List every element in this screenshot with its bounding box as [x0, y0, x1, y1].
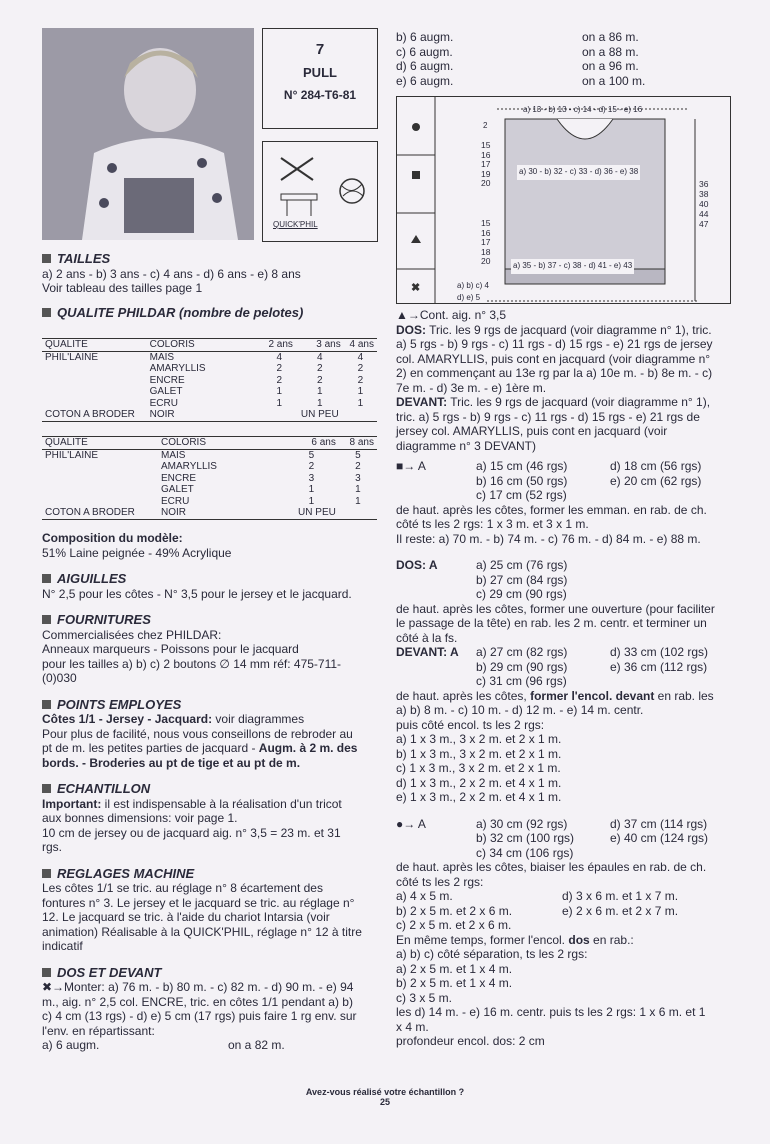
table-header: 2 ans	[268, 339, 293, 350]
dos-devant-heading: DOS ET DEVANT	[42, 966, 378, 981]
yarn-table-large-sizes	[42, 436, 377, 520]
text-line: b) 2 x 5 m. et 1 x 4 m.	[396, 976, 513, 990]
text-line: indicatif	[42, 939, 83, 953]
text-line: Anneaux marqueurs - Poissons pour le jacquard	[42, 642, 299, 656]
marker-label: DOS: A	[396, 558, 438, 572]
text-line: le passage de la tête) en rab. les 2 m. centr. et terminer un	[396, 616, 707, 630]
text-line: Pour plus de facilité, nous vous conseillons de rebroder au	[42, 726, 353, 741]
text-line: a) b) 8 m. - c) 10 m. - d) 12 m. - e) 14 m. centr.	[396, 703, 644, 717]
aiguilles-text: N° 2,5 pour les côtes - N° 3,5 pour le jersey et le jacquard.	[42, 586, 352, 601]
text-line: diagramme n° 3 DEVANT)	[396, 438, 536, 453]
text-line: a) 1 x 3 m., 3 x 2 m. et 2 x 1 m.	[396, 732, 562, 746]
text-line: d) 1 x 3 m., 2 x 2 m. et 4 x 1 m.	[396, 775, 562, 790]
text-line: a) 2 x 5 m. et 1 x 4 m.	[396, 961, 513, 976]
text-line: e) 1 x 3 m., 2 x 2 m. et 4 x 1 m.	[396, 790, 562, 804]
page-number: 25	[379, 1097, 390, 1107]
dos-measures: DOS: A a) 25 cm (76 rgs) b) 27 cm (84 rgs) c) 29 cm (90 rgs)	[396, 558, 568, 601]
quickphil-label: QUICK'PHIL	[273, 220, 318, 229]
table-row: COTON A BRODER NOIR UN PEU	[42, 409, 377, 421]
right-column	[396, 308, 730, 1049]
text-line: e) 6 augm. on a 100 m.	[396, 73, 646, 88]
table-row: PHIL'LAINE MAIS 5 5	[45, 449, 361, 461]
tailles-note: Voir tableau des tailles page 1	[42, 281, 203, 295]
text-line: 7e m. - d) 3e m. - e) 1ère m.	[396, 380, 547, 395]
text-line: c) 4 cm (13 rgs) - d) e) 5 cm (17 rgs) puis faire 1 rg env. sur	[42, 1009, 357, 1023]
marker-label: ●→ A	[396, 816, 426, 831]
points-heading: POINTS EMPLOYES	[42, 698, 378, 713]
text-line: 12. Le jacquard se tric. à l'aide du chariot Intarsia (voir	[42, 910, 330, 924]
left-column-lower	[42, 531, 378, 1053]
page-footer	[0, 1087, 770, 1107]
aiguilles-heading: AIGUILLES	[42, 572, 378, 587]
tailles-heading: TAILLES	[42, 252, 378, 267]
yarn-table-small-sizes	[42, 338, 377, 422]
text-line: col. AMARYLLIS, puis cont en jacquard (voir diagramme n°	[396, 351, 711, 366]
text-line: x 4 m.	[396, 1019, 429, 1034]
text-line: de haut. après les côtes, former l'encol. devant en rab. les	[396, 688, 714, 703]
text-line: En même temps, former l'encol. dos en rab.:	[396, 932, 634, 947]
diagram-bottom-width: a) 35 - b) 37 - c) 38 - d) 41 - e) 43	[511, 259, 634, 274]
left-column	[42, 252, 378, 320]
devant-measures: DEVANT: A a) 27 cm (82 rgs) b) 29 cm (90 rgs) c) 31 cm (96 rgs) d) 33 cm (102 rgs) e) 36 cm (112 rgs)	[396, 645, 709, 688]
text-line: b) 6 augm. on a 86 m.	[396, 30, 639, 44]
text-line: profondeur encol. dos: 2 cm	[396, 1034, 545, 1048]
marker-label: ■→ A	[396, 459, 426, 473]
diagram-label: 2	[483, 121, 488, 130]
shoulder-measures: a) 4 x 5 m. b) 2 x 5 m. et 2 x 6 m. c) 2 x 5 m. et 2 x 6 m. d) 3 x 6 m. et 1 x 7 m. e) 2 x 6 m. et 2 x 7 m.	[396, 889, 679, 932]
table-header: 3 ans	[316, 339, 341, 350]
footer-question: Avez-vous réalisé votre échantillon ?	[305, 1087, 465, 1097]
text-line: aux bonnes dimensions: voir page 1.	[42, 811, 238, 825]
text-line: DEVANT: Tric. les 9 rgs de jacquard (voir diagramme n° 1),	[396, 395, 711, 409]
text-line: c) 6 augm. on a 88 m.	[396, 44, 639, 59]
text-line: pt de m. les petites parties de jacquard - Augm. à 2 m. des	[42, 741, 358, 755]
text-line: puis côté encol. ts les 2 rgs:	[396, 717, 545, 732]
text-line: 2) en commençant au 13e rg par la a) 10e m. - b) 8e m. - c)	[396, 366, 713, 380]
knitting-needles-icon	[277, 154, 317, 184]
text-line: les d) 14 m. - e) 16 m. centr. puis ts les 2 rgs: 1 x 6 m. et 1	[396, 1005, 706, 1019]
tools-box	[262, 141, 378, 242]
pattern-title-box	[262, 28, 378, 129]
text-line: DOS: Tric. les 9 rgs de jacquard (voir diagramme n° 1), tric.	[396, 322, 712, 337]
pattern-ref: N° 284-T6-81	[283, 88, 357, 102]
reglages-heading: REGLAGES MACHINE	[42, 867, 378, 882]
text-line: l'env. en répartissant:	[42, 1023, 155, 1038]
table-row: AMARYLLIS 2 2	[161, 461, 361, 472]
text-line: animation) Réalisable à la QUICK'PHIL, réglage n° 12 à titre	[42, 924, 362, 939]
svg-text:✖: ✖	[411, 282, 421, 294]
text-line: côté ts les 2 rgs:	[396, 874, 484, 889]
qualite-heading: QUALITE PHILDAR (nombre de pelotes)	[42, 306, 378, 321]
table-row: ECRU 1 1 1	[149, 397, 364, 409]
diagram-rib-de: d) e) 5	[457, 293, 481, 302]
pattern-type: PULL	[303, 64, 337, 80]
table-row: ENCRE 2 2 2	[149, 374, 364, 386]
text-line: c) 3 x 5 m.	[396, 990, 453, 1005]
text-line: a) 5 rgs - b) 9 rgs - c) 11 rgs - d) 15 rgs - e) 21 rgs de jersey	[396, 337, 713, 351]
table-header: 4 ans	[349, 339, 374, 350]
text-line: côté à la fs.	[396, 630, 458, 645]
text-line: m., aig. n° 2,5 col. ENCRE, tric. en côtes 1/1 pendant a) b)	[42, 994, 353, 1009]
circle-measures: ●→ A a) 30 cm (92 rgs) b) 32 cm (100 rgs) c) 34 cm (106 rgs) d) 37 cm (114 rgs) e) 40 cm (124 rgs)	[396, 816, 709, 860]
text-line: de haut. après les côtes, former les emman. en rab. de ch.	[396, 502, 707, 517]
text-line: Côtes 1/1 - Jersey - Jacquard: voir diagrammes	[42, 712, 305, 726]
table-row: GALET 1 1	[161, 484, 361, 495]
text-line: de haut. après les côtes, former une ouverture (pour faciliter	[396, 601, 715, 616]
text-line: tric. a) 5 rgs - b) 9 rgs - c) 11 rgs - d) 15 rgs - e) 21 rgs de	[396, 409, 700, 424]
table-row: PHIL'LAINE MAIS 4 4 4	[45, 351, 364, 363]
text-line: fontures n° 3. Le jersey et le jacquard se tric. au réglage n°	[42, 895, 355, 910]
tailles-sizes: a) 2 ans - b) 3 ans - c) 4 ans - d) 6 ans - e) 8 ans	[42, 266, 301, 281]
text-line: Important: il est indispensable à la réalisation d'un tricot	[42, 796, 342, 811]
marker-label: DEVANT: A	[396, 645, 459, 659]
table-row: ENCRE 3 3	[161, 472, 361, 484]
child-photo	[42, 28, 254, 240]
text-line: Commercialisées chez PHILDAR:	[42, 627, 222, 642]
echantillon-heading: ECHANTILLON	[42, 782, 378, 797]
text-line: pour les tailles a) b) c) 2 boutons ∅ 14 mm réf: 475-711-	[42, 656, 342, 671]
table-row: GALET 1 1 1	[149, 386, 364, 397]
text-line: c) 1 x 3 m., 3 x 2 m. et 2 x 1 m.	[396, 761, 561, 775]
text-line: (0)030	[42, 671, 77, 685]
text-line: a) 6 augm. on a 82 m.	[42, 1038, 285, 1052]
table-row: AMARYLLIS 2 2 2	[149, 363, 364, 374]
diagram-left-upper: 15 16 17 19 20	[481, 140, 491, 188]
text-line: 10 cm de jersey ou de jacquard aig. n° 3,5 = 23 m. et 31	[42, 825, 341, 840]
diagram-mid-width: a) 30 - b) 32 - c) 33 - d) 36 - e) 38	[517, 165, 640, 180]
text-line: d) 6 augm. on a 96 m.	[396, 59, 639, 73]
table-header: 8 ans	[349, 437, 374, 448]
diagram-left-lower: 15 16 17 18 20	[481, 218, 491, 266]
right-top-lines	[396, 30, 730, 88]
table-row: ECRU 1 1	[161, 495, 361, 507]
table-header: 6 ans	[311, 437, 336, 448]
fournitures-heading: FOURNITURES	[42, 613, 378, 628]
table-row: COTON A BRODER NOIR UN PEU	[42, 507, 377, 519]
text-line: bords. - Broderies au pt de tige et au pt de m.	[42, 755, 301, 770]
text-line: jersey col. AMARYLLIS, puis cont en jacquard (voir	[396, 424, 668, 438]
table-header: COLORIS	[149, 339, 195, 350]
child-photo-illustration	[42, 28, 254, 240]
table-header: COLORIS	[161, 437, 207, 448]
table-header: QUALITE	[45, 437, 88, 448]
text-line: de haut. après les côtes, biaiser les épaules en rab. de ch.	[396, 860, 707, 874]
text-line: Les côtes 1/1 se tric. au réglage n° 8 écartement des	[42, 881, 323, 895]
diagram-top-width: a) 13 - b) 13 - c) 14 - d) 15 - e) 16	[523, 105, 643, 114]
diagram-rib-abc: a) b) c) 4	[457, 281, 490, 290]
text-line: ▲→Cont. aig. n° 3,5	[396, 308, 507, 322]
text-line: rgs.	[42, 840, 63, 854]
text-line: b) 1 x 3 m., 3 x 2 m. et 2 x 1 m.	[396, 746, 562, 761]
yarn-ball-icon	[337, 176, 367, 206]
sweater-schematic	[396, 96, 731, 304]
composition-title: Composition du modèle:	[42, 531, 183, 545]
text-line: côté ts les 2 rgs: 1 x 3 m. et 3 x 1 m.	[396, 517, 589, 531]
table-header: QUALITE	[45, 339, 88, 350]
diagram-right-heights: 36 38 40 44 47	[699, 179, 709, 229]
text-line: ✖→Monter: a) 76 m. - b) 80 m. - c) 82 m. - d) 90 m. - e) 94	[42, 980, 354, 994]
text-line: a) b) c) côté séparation, ts les 2 rgs:	[396, 947, 588, 961]
pattern-number: 7	[315, 41, 325, 58]
square-measures: ■→ A a) 15 cm (46 rgs) b) 16 cm (50 rgs) c) 17 cm (52 rgs) d) 18 cm (56 rgs) e) 20 cm (62 rgs)	[396, 459, 702, 502]
text-line: Il reste: a) 70 m. - b) 74 m. - c) 76 m. - d) 84 m. - e) 88 m.	[396, 531, 701, 546]
composition-text: 51% Laine peignée - 49% Acrylique	[42, 545, 232, 560]
knitting-machine-icon	[277, 188, 321, 218]
